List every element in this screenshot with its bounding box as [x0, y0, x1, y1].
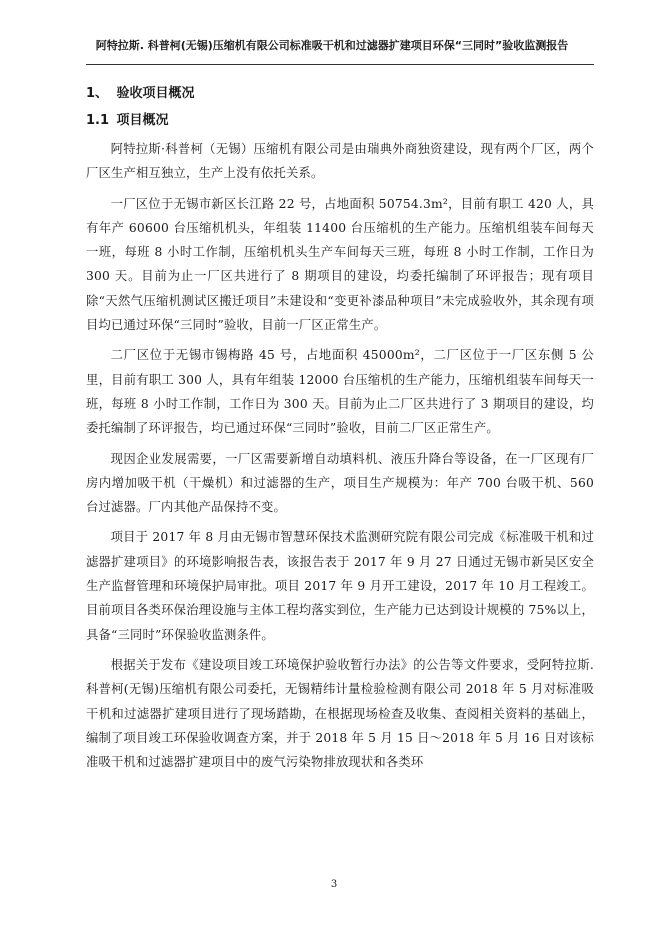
paragraph-plant-two: 二厂区位于无锡市锡梅路 45 号，占地面积 45000m²，二厂区位于一厂区东侧 5 公里，目前有职工 300 人，具有年组装 12000 台压缩机的生产能力，压缩机组装车间每天一班，每班 8 小时工作制，工作日为 300 天。目前为止二厂区共进行了 3 期项目的建设，均委托编制了环评报告，均已通过环保“三同时”验收，目前二厂区正常生产。 [86, 348, 594, 436]
paragraph-acceptance-monitoring: 根据关于发布《建设项目竣工环境保护验收暂行办法》的公告等文件要求，受阿特拉斯. 科普柯(无锡)压缩机有限公司委托，无锡精纬计量检验检测有限公司 2018 年 5 月对标准吸干机和过滤器扩建项目进行了现场踏勘，在根据现场检查及收集、查阅相关资料的基础上，编制了项目竣工环保验收调查方案，并于 2018 年 5 月 15 日～2018 年 5 月 16 日对该标准吸干机和过滤器扩建项目中的废气污染物排放现状和各类环 [86, 657, 594, 770]
header-divider [86, 64, 594, 65]
section-heading [86, 84, 594, 104]
section-title: 验收项目概况 [116, 86, 195, 101]
section-number: 1、 [86, 86, 109, 101]
paragraph-expansion-need: 现因企业发展需要，一厂区需要新增自动填料机、液压升降台等设备，在一厂区现有厂房内增加吸干机（干燥机）和过滤器的生产，项目生产规模为：年产 700 台吸干机、560 台过滤器。厂内其他产品保持不变。 [86, 451, 594, 515]
paragraph-eia-approval: 项目于 2017 年 8 月由无锡市智慧环保技术监测研究院有限公司完成《标准吸干机和过滤器扩建项目》的环境影响报告表，该报告表于 2017 年 9 月 27 日通过无锡市新吴区安全生产监督管理和环境保护局审批。项目 2017 年 9 月开工建设，2017 年 10 月工程竣工。目前项目各类环保治理设施与主体工程均落实到位，生产能力已达到设计规模的 75%以上，具备“三同时”环保验收监测条件。 [86, 530, 594, 642]
subsection-title: 项目概况 [116, 113, 169, 128]
subsection-heading [86, 111, 594, 131]
page-number: 3 [330, 879, 338, 890]
report-header-title: 阿特拉斯. 科普柯(无锡)压缩机有限公司标准吸干机和过滤器扩建项目环保“三同时”验收监测报告 [95, 39, 569, 52]
paragraph-company-intro: 阿特拉斯·科普柯（无锡）压缩机有限公司是由瑞典外商独资建设，现有两个厂区，两个厂区生产相互独立，生产上没有依托关系。 [86, 142, 594, 181]
paragraph-plant-one: 一厂区位于无锡市新区长江路 22 号，占地面积 50754.3m²，目前有职工 420 人，具有年产 60600 台压缩机机头，年组装 11400 台压缩机的生产能力。压缩机组装车间每天一班，每班 8 小时工作制，压缩机机头生产车间每天三班，每班 8 小时工作制，工作日为 300 天。目前为止一厂区共进行了 8 期项目的建设，均委托编制了环评报告；现有项目除“天然气压缩机测试区搬迁项目”未建设和“变更补漆品种项目”未完成验收外，其余现有项目均已通过环保“三同时”验收，目前一厂区正常生产。 [86, 196, 594, 333]
subsection-number: 1.1 [86, 113, 110, 128]
document-body [86, 84, 594, 780]
